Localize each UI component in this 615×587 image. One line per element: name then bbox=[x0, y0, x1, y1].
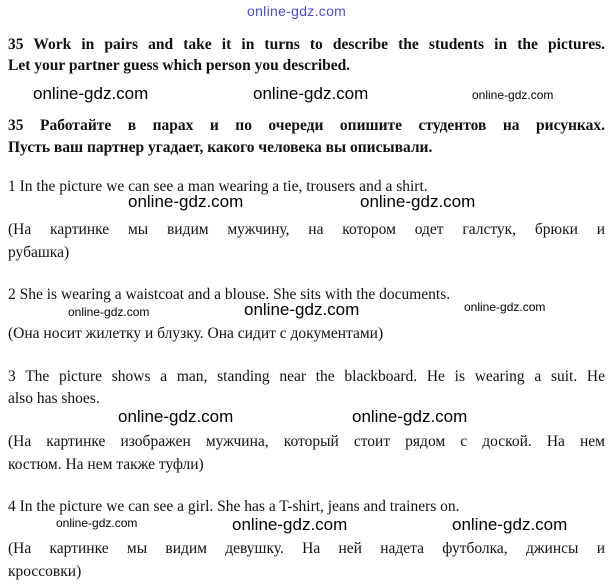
answer-4-ru-line1: (На картинке мы видим девушку. На ней надета футболка, джинсы и bbox=[8, 540, 605, 557]
watermark: online-gdz.com bbox=[232, 515, 348, 534]
task-heading-ru-line1: 35 Работайте в парах и по очереди опишите студентов на рисунках. bbox=[8, 117, 605, 134]
answer-3-ru-line1: (На картинке изображен мужчина, который стоит рядом с доской. На нем bbox=[8, 433, 605, 450]
watermark: online-gdz.com bbox=[464, 300, 546, 314]
watermark: online-gdz.com bbox=[472, 88, 554, 102]
answer-1-ru-line1: (На картинке мы видим мужчину, на котором одет галстук, брюки и bbox=[8, 221, 605, 238]
task-heading-en-line2: Let your partner guess which person you described. bbox=[8, 57, 351, 74]
top-watermark: online-gdz.com bbox=[247, 3, 347, 19]
answer-3-ru-line2: костюм. На нем также туфли) bbox=[8, 456, 204, 473]
watermark: online-gdz.com bbox=[68, 305, 150, 319]
task-heading-en-line1: 35 Work in pairs and take it in turns to describe the students in the pictures. bbox=[8, 36, 605, 53]
answer-4-en: 4 In the picture we can see a girl. She has a T-shirt, jeans and trainers on. bbox=[8, 498, 460, 515]
watermark: online-gdz.com bbox=[56, 516, 138, 530]
answer-3-en-line2: also has shoes. bbox=[8, 390, 100, 407]
watermark: online-gdz.com bbox=[244, 300, 360, 319]
answer-3-en-line1: 3 The picture shows a man, standing near the blackboard. He is wearing a suit. He bbox=[8, 368, 605, 385]
watermark: online-gdz.com bbox=[118, 407, 234, 426]
task-heading-ru-line2: Пусть ваш партнер угадает, какого человека вы описывали. bbox=[8, 139, 433, 156]
answer-1-ru-line2: рубашка) bbox=[8, 244, 70, 261]
watermark: online-gdz.com bbox=[452, 515, 568, 534]
answer-2-en: 2 She is wearing a waistcoat and a blouse. She sits with the documents. bbox=[8, 286, 451, 303]
watermark: online-gdz.com bbox=[360, 192, 476, 211]
answer-1-en: 1 In the picture we can see a man wearing a tie, trousers and a shirt. bbox=[8, 178, 428, 195]
watermark: online-gdz.com bbox=[33, 84, 149, 103]
answer-4-ru-line2: кроссовки) bbox=[8, 563, 82, 580]
watermark: online-gdz.com bbox=[352, 407, 468, 426]
watermark: online-gdz.com bbox=[253, 84, 369, 103]
answer-2-ru: (Она носит жилетку и блузку. Она сидит с документами) bbox=[8, 325, 384, 342]
watermark: online-gdz.com bbox=[128, 192, 244, 211]
